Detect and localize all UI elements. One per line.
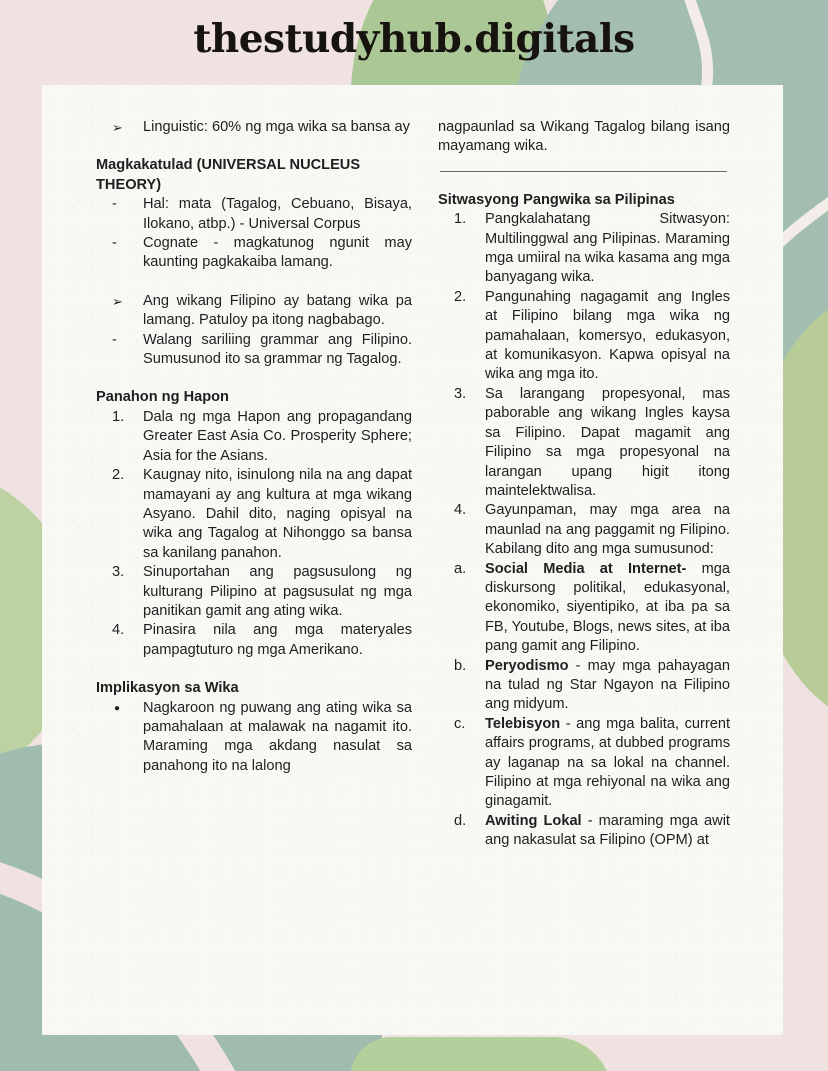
list-item-text: Linguistic: 60% ng mga wika sa bansa ay [143,119,410,135]
list-item [438,288,730,385]
list-item [438,560,730,657]
list-item [96,621,412,660]
list-item [96,118,412,137]
list-item-text: Gayunpaman, may mga area na maunlad na ang paggamit ng Filipino. Kabilang dito ang mga sumusunod: [485,502,730,558]
right-column [438,118,730,1035]
list-item-text: Nagkaroon ng puwang ang ating wika sa pamahalaan at malawak na nagamit ito. Maraming mga akdang nasulat sa panahong ito na lalong [143,699,412,774]
list-item-bold-lead: Awiting Lokal [485,812,582,829]
list-marker: 4. [454,502,467,519]
list-item [96,195,412,234]
list-marker: - [112,196,117,213]
decor-blob-bottom-green-strip [350,1037,612,1071]
list-item-text: Cognate - magkatunog ngunit may kaunting pagkakaiba lamang. [143,235,412,271]
list-item-text: Telebisyon - ang mga balita, current affairs programs, at dubbed programs ay laganap na sa lokal na channel. Filipino at mga rehiyonal na wika ang ginagamit. [485,715,730,810]
list-item-bold-lead: Peryodismo [485,657,569,674]
list-item-text: Awiting Lokal - maraming mga awit ang nakasulat sa Filipino (OPM) at [485,812,730,849]
left-column [96,118,412,1035]
list-marker: ➢ [112,120,123,135]
list-item [438,210,730,288]
list-item [438,715,730,812]
list-item [438,812,730,851]
list-item-text: Sa larangang propesyonal, mas paborable ang wikang Ingles kaysa sa Filipino. Dapat magamit ang Filipino sa mga propesyonal na larangan upang higit itong maintelektwalisa. [485,385,730,499]
list-marker: d. [454,812,467,829]
list-item-text: Hal: mata (Tagalog, Cebuano, Bisaya, Ilokano, atbp.) - Universal Corpus [143,196,412,232]
list-marker: 2. [112,467,125,484]
list-item [96,466,412,563]
list-item-text: Sinuportahan ang pagsusulong ng kulturang Pilipino at pagsusulat ng mga panitikan gamit ang ating wika. [143,564,412,619]
list-marker: 1. [454,211,467,228]
list-item-text: Pangunahing nagagamit ang Ingles at Filipino bilang mga wika ng pamahalaan, komersyo, edukasyon, at komunikasyon. Kapwa opisyal na wika ang mga ito. [485,288,730,383]
list-marker: 3. [112,564,125,581]
list-marker: 4. [112,622,125,639]
list-item-text: Ang wikang Filipino ay batang wika pa lamang. Patuloy pa itong nagbabago. [143,292,412,329]
list-marker: c. [454,715,466,732]
list-item [96,408,412,466]
list-item-text: Kaugnay nito, isinulong nila na ang dapat mamayani ay ang kultura at mga wikang Asyano. Dahil dito, naging opisyal na wika ang Tagalog at Nihonggo sa bansa sa kanilang panahon. [143,467,412,561]
list-item-text: Dala ng mga Hapon ang propagandang Greater East Asia Co. Prosperity Sphere; Asia for the Asians. [143,408,412,464]
list-item [438,385,730,501]
list-item-text: Walang sariliing grammar ang Filipino. Sumusunod ito sa grammar ng Tagalog. [143,331,412,368]
list-marker: 3. [454,385,467,402]
list-marker: 2. [454,288,467,305]
list-item-bold-lead: Telebisyon [485,715,561,732]
section-heading: Magkakatulad (UNIVERSAL NUCLEUS THEORY) [96,157,361,193]
notes-paper [42,85,783,1035]
list-item [96,563,412,621]
list-item [96,331,412,370]
section-heading: Implikasyon sa Wika [96,680,239,697]
list-item-text: Pangkalahatang Sitwasyon: Multilinggwal ang Pilipinas. Maraming mga umiiral na wika kasama ang mga banyagang wika. [485,211,730,286]
section-heading: Sitwasyong Pangwika sa Pilipinas [438,191,675,208]
list-marker: ➢ [112,293,123,309]
list-item [438,501,730,559]
list-marker: 1. [112,408,125,425]
list-item-text: Peryodismo - may mga pahayagan na tulad ng Star Ngayon na Filipino ang midyum. [485,657,730,713]
list-marker: b. [454,657,467,674]
section-heading: Panahon ng Hapon [96,389,229,406]
list-marker: a. [454,560,467,577]
brand-title: thestudyhub.digitals [193,16,635,62]
list-item [96,234,412,273]
list-item-bold-lead: Social Media at Internet- [485,560,687,577]
list-item [96,292,412,331]
list-item-text: Pinasira nila ang mga materyales pampagtuturo ng mga Amerikano. [143,622,412,658]
section-divider [440,171,727,172]
list-item-text: Social Media at Internet- mga diskursong politikal, edukasyonal, ekonomiko, siyentipiko, at iba pa sa FB, Youtube, Blogs, news sites, at iba pang gamit ang Filipino. [485,560,730,655]
paragraph: nagpaunlad sa Wikang Tagalog bilang isang mayamang wika. [438,119,730,155]
list-item [96,699,412,777]
list-marker: - [112,235,117,252]
list-marker: - [112,331,117,348]
list-item [438,657,730,715]
list-marker: ● [114,702,121,714]
